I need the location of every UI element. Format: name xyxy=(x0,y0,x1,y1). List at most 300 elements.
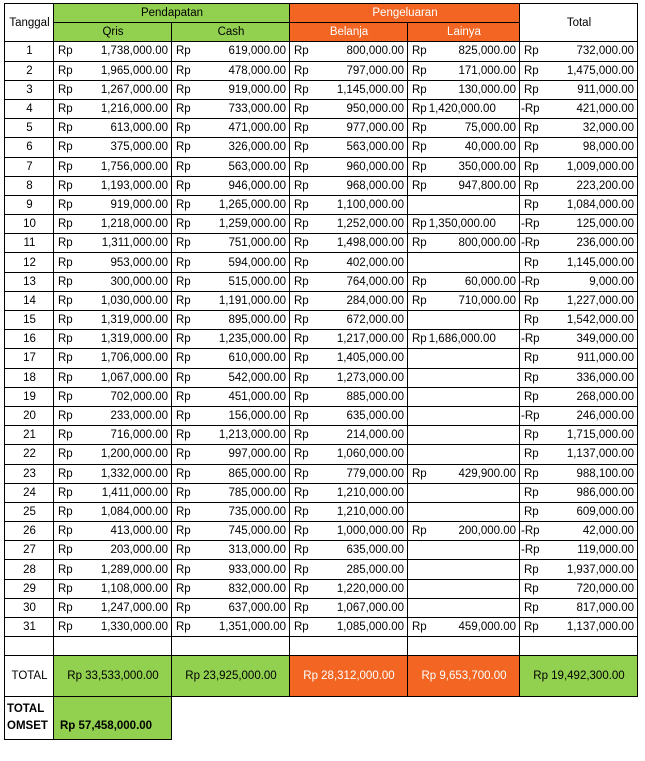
belanja-cell xyxy=(290,349,408,368)
total-cell xyxy=(520,99,638,118)
amount: 733,000.00 xyxy=(228,103,286,116)
amount: 1,252,000.00 xyxy=(336,218,404,231)
currency-label: Rp xyxy=(294,237,309,250)
currency-label: Rp xyxy=(58,122,73,135)
day-cell: 19 xyxy=(5,387,54,406)
total-cell xyxy=(520,195,638,214)
amount: 817,000.00 xyxy=(576,601,634,614)
day-cell: 25 xyxy=(5,502,54,521)
amount: 402,000.00 xyxy=(346,256,404,269)
belanja-cell xyxy=(290,119,408,138)
belanja-cell xyxy=(290,368,408,387)
belanja-cell xyxy=(290,464,408,483)
currency-label: Rp xyxy=(524,582,539,595)
currency-label: Rp xyxy=(58,237,73,250)
total-grand: Rp 19,492,300.00 xyxy=(520,656,638,697)
amount: 214,000.00 xyxy=(346,429,404,442)
amount: 1,738,000.00 xyxy=(100,45,168,58)
currency-label: Rp xyxy=(294,333,309,346)
table-row xyxy=(5,406,638,425)
cash-cell xyxy=(172,157,290,176)
currency-label: Rp xyxy=(412,467,427,480)
currency-label: Rp xyxy=(294,390,309,403)
total-cell xyxy=(520,349,638,368)
amount: 349,000.00 xyxy=(576,333,634,346)
currency-label: Rp xyxy=(412,160,427,173)
currency-label: Rp xyxy=(412,122,427,135)
currency-label: Rp xyxy=(176,83,191,96)
amount: 613,000.00 xyxy=(110,122,168,135)
amount: 1,706,000.00 xyxy=(100,352,168,365)
currency-label: Rp xyxy=(176,505,191,518)
table-row xyxy=(5,541,638,560)
total-cell xyxy=(520,61,638,80)
belanja-cell xyxy=(290,426,408,445)
amount: 968,000.00 xyxy=(346,179,404,192)
blank-row xyxy=(5,637,638,656)
day-cell: 15 xyxy=(5,311,54,330)
amount: 1,273,000.00 xyxy=(336,371,404,384)
currency-label: Rp xyxy=(412,141,427,154)
qris-cell xyxy=(54,618,172,637)
lainya-cell xyxy=(408,253,520,272)
day-cell: 28 xyxy=(5,560,54,579)
currency-label: Rp xyxy=(524,275,540,288)
table-row xyxy=(5,138,638,157)
lainya-cell xyxy=(408,541,520,560)
table-row xyxy=(5,560,638,579)
currency-label: Rp xyxy=(294,544,309,557)
currency-label: Rp xyxy=(176,160,191,173)
lainya-cell xyxy=(408,598,520,617)
table-row xyxy=(5,80,638,99)
amount: 1,220,000.00 xyxy=(336,582,404,595)
table-row xyxy=(5,234,638,253)
lainya-cell xyxy=(408,80,520,99)
amount: 1,235,000.00 xyxy=(218,333,286,346)
total-cell xyxy=(520,464,638,483)
finance-table xyxy=(4,3,638,740)
amount: 326,000.00 xyxy=(228,141,286,154)
amount: 702,000.00 xyxy=(110,390,168,403)
lainya-cell xyxy=(408,387,520,406)
belanja-cell xyxy=(290,291,408,310)
currency-label: Rp xyxy=(294,601,309,614)
amount: 716,000.00 xyxy=(110,429,168,442)
amount: 285,000.00 xyxy=(346,563,404,576)
amount: 950,000.00 xyxy=(346,103,404,116)
amount: 1,191,000.00 xyxy=(218,294,286,307)
amount: 200,000.00 xyxy=(458,525,516,538)
currency-label: Rp xyxy=(58,352,73,365)
amount: 203,000.00 xyxy=(110,544,168,557)
currency-label: Rp xyxy=(412,237,427,250)
currency-label: Rp xyxy=(524,333,540,346)
table-row xyxy=(5,157,638,176)
table-row xyxy=(5,272,638,291)
total-cell xyxy=(520,176,638,195)
negative-sign: - xyxy=(521,275,525,288)
currency-label: Rp xyxy=(176,122,191,135)
cash-cell xyxy=(172,253,290,272)
qris-cell xyxy=(54,368,172,387)
amount: 800,000.00 xyxy=(458,237,516,250)
qris-cell xyxy=(54,157,172,176)
currency-label: Rp xyxy=(524,179,539,192)
amount: 1,067,000.00 xyxy=(100,371,168,384)
cash-cell xyxy=(172,272,290,291)
currency-label: Rp xyxy=(58,448,73,461)
total-lainya: Rp 9,653,700.00 xyxy=(408,656,520,697)
currency-label: Rp xyxy=(524,83,539,96)
currency-label: Rp xyxy=(176,621,191,634)
table-row xyxy=(5,99,638,118)
lainya-cell xyxy=(408,579,520,598)
header-lainya: Lainya xyxy=(408,23,520,42)
qris-cell xyxy=(54,349,172,368)
omset-value: Rp 57,458,000.00 xyxy=(54,697,172,740)
amount: 1,218,000.00 xyxy=(100,218,168,231)
amount: 947,800.00 xyxy=(458,179,516,192)
amount: 413,000.00 xyxy=(110,525,168,538)
currency-label: Rp xyxy=(294,218,309,231)
currency-label: Rp xyxy=(524,141,539,154)
cash-cell xyxy=(172,618,290,637)
currency-label: Rp xyxy=(294,621,309,634)
currency-label: Rp xyxy=(176,275,191,288)
currency-label: Rp xyxy=(58,333,73,346)
table-row xyxy=(5,291,638,310)
currency-label: Rp xyxy=(524,563,539,576)
currency-label: Rp xyxy=(294,371,309,384)
belanja-cell xyxy=(290,99,408,118)
amount: 563,000.00 xyxy=(346,141,404,154)
table-row xyxy=(5,579,638,598)
day-cell: 11 xyxy=(5,234,54,253)
amount: 832,000.00 xyxy=(228,582,286,595)
currency-label: Rp xyxy=(176,218,191,231)
cash-cell xyxy=(172,426,290,445)
amount: 885,000.00 xyxy=(346,390,404,403)
cash-cell xyxy=(172,541,290,560)
amount: 75,000.00 xyxy=(464,122,516,135)
currency-label: Rp xyxy=(58,103,73,116)
amount: 336,000.00 xyxy=(576,371,634,384)
total-cell xyxy=(520,522,638,541)
qris-cell xyxy=(54,426,172,445)
currency-label: Rp xyxy=(524,294,539,307)
cash-cell xyxy=(172,215,290,234)
qris-cell xyxy=(54,522,172,541)
qris-cell xyxy=(54,119,172,138)
qris-cell xyxy=(54,234,172,253)
cash-cell xyxy=(172,349,290,368)
amount: 1,420,000.00 xyxy=(428,103,496,116)
amount: 986,000.00 xyxy=(576,486,634,499)
qris-cell xyxy=(54,61,172,80)
amount: 1,216,000.00 xyxy=(100,103,168,116)
amount: 156,000.00 xyxy=(228,410,286,423)
amount: 1,213,000.00 xyxy=(218,429,286,442)
day-cell: 24 xyxy=(5,483,54,502)
belanja-cell xyxy=(290,311,408,330)
currency-label: Rp xyxy=(294,256,309,269)
amount: 1,067,000.00 xyxy=(336,601,404,614)
amount: 1,227,000.00 xyxy=(566,294,634,307)
header-pengeluaran: Pengeluaran xyxy=(290,4,520,23)
amount: 1,200,000.00 xyxy=(100,448,168,461)
currency-label: Rp xyxy=(294,160,309,173)
amount: 764,000.00 xyxy=(346,275,404,288)
currency-label: Rp xyxy=(176,141,191,154)
currency-label: Rp xyxy=(176,198,191,211)
amount: 350,000.00 xyxy=(458,160,516,173)
amount: 1,350,000.00 xyxy=(428,218,496,231)
amount: 637,000.00 xyxy=(228,601,286,614)
day-cell: 26 xyxy=(5,522,54,541)
amount: 1,498,000.00 xyxy=(336,237,404,250)
currency-label: Rp xyxy=(294,582,309,595)
day-cell: 23 xyxy=(5,464,54,483)
amount: 1,084,000.00 xyxy=(100,505,168,518)
total-cell xyxy=(520,579,638,598)
qris-cell xyxy=(54,272,172,291)
cash-cell xyxy=(172,291,290,310)
total-cell xyxy=(520,253,638,272)
day-cell: 20 xyxy=(5,406,54,425)
currency-label: Rp xyxy=(176,390,191,403)
day-cell: 22 xyxy=(5,445,54,464)
amount: 797,000.00 xyxy=(346,64,404,77)
currency-label: Rp xyxy=(294,525,309,538)
table-row xyxy=(5,483,638,502)
cash-cell xyxy=(172,311,290,330)
amount: 1,311,000.00 xyxy=(101,237,168,250)
amount: 953,000.00 xyxy=(110,256,168,269)
belanja-cell xyxy=(290,176,408,195)
currency-label: Rp xyxy=(524,601,539,614)
lainya-cell xyxy=(408,61,520,80)
negative-sign: - xyxy=(521,410,525,423)
amount: 246,000.00 xyxy=(576,410,634,423)
currency-label: Rp xyxy=(294,352,309,365)
lainya-cell xyxy=(408,42,520,61)
currency-label: Rp xyxy=(524,45,539,58)
belanja-cell xyxy=(290,387,408,406)
header-belanja: Belanja xyxy=(290,23,408,42)
total-cell xyxy=(520,502,638,521)
amount: 594,000.00 xyxy=(228,256,286,269)
currency-label: Rp xyxy=(58,160,73,173)
currency-label: Rp xyxy=(294,179,309,192)
table-row xyxy=(5,502,638,521)
day-cell: 2 xyxy=(5,61,54,80)
amount: 1,009,000.00 xyxy=(566,160,634,173)
currency-label: Rp xyxy=(58,256,73,269)
currency-label: Rp xyxy=(176,582,191,595)
day-cell: 6 xyxy=(5,138,54,157)
day-cell: 5 xyxy=(5,119,54,138)
cash-cell xyxy=(172,483,290,502)
amount: 1,937,000.00 xyxy=(566,563,634,576)
amount: 919,000.00 xyxy=(228,83,286,96)
belanja-cell xyxy=(290,80,408,99)
lainya-cell xyxy=(408,157,520,176)
lainya-cell xyxy=(408,234,520,253)
table-row xyxy=(5,253,638,272)
qris-cell xyxy=(54,445,172,464)
lainya-cell xyxy=(408,426,520,445)
belanja-cell xyxy=(290,483,408,502)
amount: 1,411,000.00 xyxy=(101,486,168,499)
amount: 119,000.00 xyxy=(577,544,634,557)
totals-label: TOTAL xyxy=(5,656,54,697)
amount: 223,200.00 xyxy=(576,179,634,192)
omset-row xyxy=(5,697,638,740)
lainya-cell xyxy=(408,176,520,195)
day-cell: 31 xyxy=(5,618,54,637)
belanja-cell xyxy=(290,215,408,234)
cash-cell xyxy=(172,80,290,99)
currency-label: Rp xyxy=(176,103,191,116)
currency-label: Rp xyxy=(524,371,539,384)
qris-cell xyxy=(54,560,172,579)
lainya-cell xyxy=(408,560,520,579)
amount: 1,265,000.00 xyxy=(218,198,286,211)
amount: 32,000.00 xyxy=(582,122,634,135)
amount: 609,000.00 xyxy=(576,505,634,518)
currency-label: Rp xyxy=(176,544,191,557)
currency-label: Rp xyxy=(176,256,191,269)
omset-label xyxy=(5,697,54,740)
currency-label: Rp xyxy=(176,371,191,384)
day-cell: 27 xyxy=(5,541,54,560)
cash-cell xyxy=(172,445,290,464)
currency-label: Rp xyxy=(524,237,540,250)
cash-cell xyxy=(172,406,290,425)
qris-cell xyxy=(54,138,172,157)
cash-cell xyxy=(172,99,290,118)
currency-label: Rp xyxy=(294,410,309,423)
amount: 1,756,000.00 xyxy=(100,160,168,173)
total-cell xyxy=(520,598,638,617)
day-cell: 29 xyxy=(5,579,54,598)
amount: 1,332,000.00 xyxy=(100,467,168,480)
currency-label: Rp xyxy=(176,486,191,499)
amount: 429,900.00 xyxy=(458,467,516,480)
day-cell: 13 xyxy=(5,272,54,291)
amount: 1,289,000.00 xyxy=(100,563,168,576)
amount: 1,351,000.00 xyxy=(218,621,286,634)
currency-label: Rp xyxy=(176,352,191,365)
amount: 997,000.00 xyxy=(228,448,286,461)
total-cell xyxy=(520,157,638,176)
currency-label: Rp xyxy=(294,198,309,211)
amount: 542,000.00 xyxy=(228,371,286,384)
qris-cell xyxy=(54,406,172,425)
belanja-cell xyxy=(290,157,408,176)
header-qris: Qris xyxy=(54,23,172,42)
amount: 1,137,000.00 xyxy=(566,621,634,634)
belanja-cell xyxy=(290,138,408,157)
currency-label: Rp xyxy=(524,256,539,269)
table-row xyxy=(5,61,638,80)
amount: 1,000,000.00 xyxy=(336,525,404,538)
lainya-cell xyxy=(408,406,520,425)
currency-label: Rp xyxy=(58,83,73,96)
belanja-cell xyxy=(290,330,408,349)
amount: 171,000.00 xyxy=(458,64,516,77)
amount: 1,475,000.00 xyxy=(566,64,634,77)
amount: 478,000.00 xyxy=(228,64,286,77)
table-row xyxy=(5,598,638,617)
amount: 865,000.00 xyxy=(228,467,286,480)
amount: 1,542,000.00 xyxy=(566,314,634,327)
currency-label: Rp xyxy=(524,429,539,442)
amount: 1,145,000.00 xyxy=(336,83,404,96)
belanja-cell xyxy=(290,42,408,61)
total-belanja: Rp 28,312,000.00 xyxy=(290,656,408,697)
currency-label: Rp xyxy=(58,525,73,538)
qris-cell xyxy=(54,330,172,349)
currency-label: Rp xyxy=(412,45,427,58)
currency-label: Rp xyxy=(176,467,191,480)
header-row-1 xyxy=(5,4,638,23)
lainya-cell xyxy=(408,368,520,387)
currency-label: Rp xyxy=(524,390,539,403)
day-cell: 17 xyxy=(5,349,54,368)
amount: 125,000.00 xyxy=(576,218,634,231)
qris-cell xyxy=(54,176,172,195)
total-cash: Rp 23,925,000.00 xyxy=(172,656,290,697)
belanja-cell xyxy=(290,618,408,637)
total-cell xyxy=(520,234,638,253)
omset-label-line2: OMSET xyxy=(7,720,48,733)
total-cell xyxy=(520,80,638,99)
amount: 960,000.00 xyxy=(346,160,404,173)
currency-label: Rp xyxy=(524,544,540,557)
currency-label: Rp xyxy=(294,294,309,307)
amount: 515,000.00 xyxy=(228,275,286,288)
qris-cell xyxy=(54,541,172,560)
table-row xyxy=(5,522,638,541)
amount: 1,217,000.00 xyxy=(336,333,404,346)
currency-label: Rp xyxy=(294,505,309,518)
currency-label: Rp xyxy=(58,275,73,288)
amount: 825,000.00 xyxy=(458,45,516,58)
lainya-cell xyxy=(408,464,520,483)
belanja-cell xyxy=(290,253,408,272)
cash-cell xyxy=(172,42,290,61)
day-cell: 14 xyxy=(5,291,54,310)
table-row xyxy=(5,215,638,234)
lainya-cell xyxy=(408,99,520,118)
currency-label: Rp xyxy=(524,160,539,173)
cash-cell xyxy=(172,176,290,195)
currency-label: Rp xyxy=(412,179,427,192)
currency-label: Rp xyxy=(524,467,539,480)
cash-cell xyxy=(172,119,290,138)
table-row xyxy=(5,445,638,464)
amount: 42,000.00 xyxy=(582,525,634,538)
amount: 933,000.00 xyxy=(228,563,286,576)
currency-label: Rp xyxy=(58,410,73,423)
lainya-cell xyxy=(408,138,520,157)
total-cell xyxy=(520,560,638,579)
total-cell xyxy=(520,138,638,157)
currency-label: Rp xyxy=(294,486,309,499)
amount: 1,319,000.00 xyxy=(100,333,168,346)
